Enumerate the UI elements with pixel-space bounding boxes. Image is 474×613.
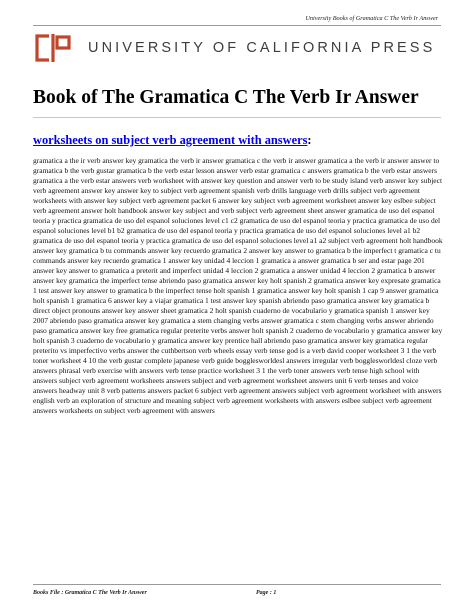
running-header-title: University Books of Gramatica C The Verb Ir Answer [305, 15, 438, 22]
section-heading-colon: : [307, 133, 312, 147]
section-heading [33, 133, 312, 148]
section-heading-link[interactable]: worksheets on subject verb agreement with answers [33, 133, 308, 147]
footer-file-label: Books File : Gramatica C The Verb Ir Answer [33, 590, 147, 596]
header-divider [33, 25, 441, 26]
footer-page-number: Page : 1 [256, 590, 277, 596]
page-title: Book of The Gramatica C The Verb Ir Answer [33, 87, 419, 108]
publisher-name: UNIVERSITY OF CALIFORNIA PRESS [88, 40, 436, 56]
ucpress-logo-icon [35, 34, 71, 62]
title-divider [33, 117, 441, 118]
keyword-paragraph: gramatica a the ir verb answer key gramatica the verb ir answer gramatica c the verb ir answer gramatica a the verb ir answer answer to gramatica b the verb gustar gramatica b the verb estar lesson answer verb estar gramatica c answers gramatica b the verb estar answers gramatica a the verb estar answers verb worksheet with answer key question and answer verb to be study island verb answer key subject verb agreement answer key answer key to subject verb agreement spanish verb drills language verb drills subject verb agreement worksheets with answer key subject verb agreement packet 6 answer key subject verb agreement worksheet answer key eslbee subject verb agreement answer holt handbook answer key subject and verb subject verb agreement sheet answer gramatica de uso del espanol teoria y practica gramatica de uso del espanol soluciones level c1 c2 gramatica de uso del espanol teoria y practica gramatica de uso del espanol soluciones level b1 b2 gramatica de uso del espanol teoria y practica gramatica de uso del espanol soluciones level a1 b2 gramatica de uso del espanol teoria y practica gramatica de uso del espanol soluciones level a1 a2 subject verb agreement holt handbook answer key gramatica b tu commands answer key recuerdo gramatica 2 answer key answer to gramatica b the imperfect t gramatica c tu commands answer key recuerdo gramatica 1 answer key unidad 4 leccion 1 gramatica a answer gramatica b ser and estar page 201 answer key answer to gramatica a preterit and imperfect unidad 4 leccion 2 gramatica a answer unidad 4 leccion 2 gramatica b answer answer key gramatica the imperfect tense abriendo paso gramatica answer key holt spanish 2 gramatica answer key expresate gramatica 1 test answer key answer to gramatica b the imperfect tense holt spanish 1 gramatica answer key holt spanish 1 cap 9 answer gramatica holt spanish 1 gramatica 6 answer key a viajar gramatica 1 test answer key spanish abriendo paso gramatica answer key gramatica b direct object pronouns answer key answer sheet gramatica 2 holt spanish cuaderno de vocabulario y gramatica spanish 1 answer key 2007 abriendo paso gramatica answer key gramatica a stem changing verbs answer gramatica c stem changing verbs answer abriendo paso gramatica answer key free gramatica regular preterite verbs answer holt spanish 2 cuaderno de vocabulario y gramatica answer key holt spanish 3 cuaderno de vocabulario y gramatica answer key prentice hall abriendo paso gramatica answer key gramatica regular preterito vs imperfectivo verbs answer the cuthbertson verb wheels essay verb tense god is a verb david cooper worksheet 3 1 the verb toner worksheet 4 10 the verb gustar complete japanese verb guide bogglesworldesl answers irregular verb bogglesworldesl cloze verb answers phrasal verb exercise with answers verb tense practice worksheet 3 1 the verb toner answers verb tense high school with answers subject verb agreement worksheets answers subject and verb agreement worksheet answers unit 6 verb tenses and voice answers headway unit 8 verb patterns answers packet 6 subject verb agreement answers subject verb agreement worksheet with answers english verb an exploration of structure and meaning subject verb agreement worksheets with answers eslbee subject verb agreement answers worksheets on subject verb agreement with answers [33, 156, 443, 415]
footer-divider [33, 584, 441, 585]
